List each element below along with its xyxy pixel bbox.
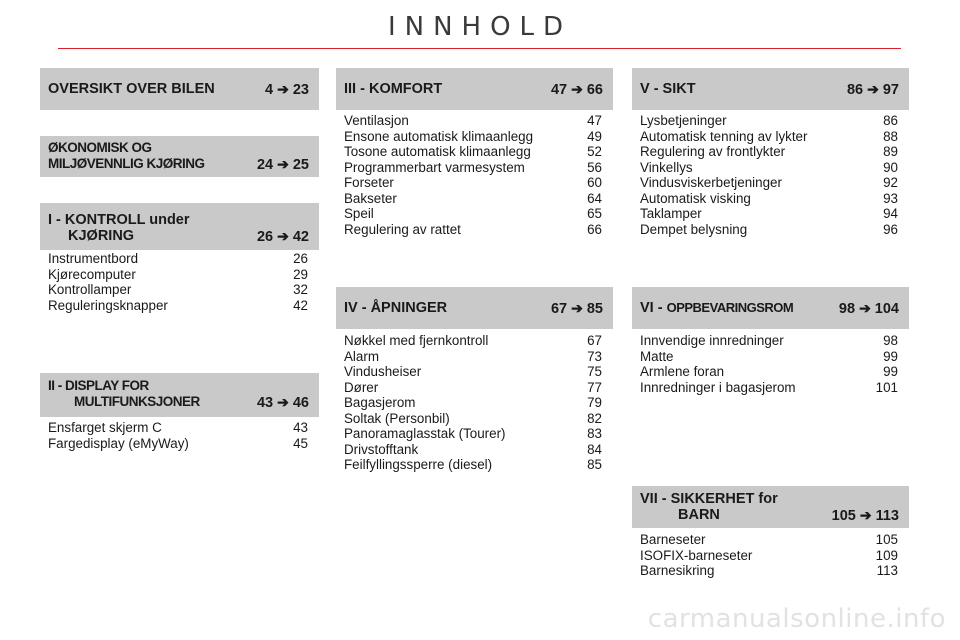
page-title: INNHOLD — [387, 12, 573, 42]
toc-entry[interactable] — [344, 364, 602, 380]
section-header-kontroll[interactable] — [40, 203, 319, 250]
toc-entry[interactable] — [48, 251, 308, 267]
page-from: 24 — [256, 157, 274, 173]
page-to: 66 — [586, 82, 603, 98]
section-items-sikt — [640, 113, 898, 237]
section-title-line2: MULTIFUNKSJONER — [74, 394, 200, 409]
section-items-komfort — [344, 113, 602, 237]
section-header-sikt[interactable] — [632, 68, 909, 110]
toc-entry[interactable] — [640, 206, 898, 222]
toc-entry[interactable] — [640, 349, 898, 365]
toc-entry-page: 73 — [587, 348, 602, 364]
toc-entry-page: 67 — [587, 333, 602, 348]
toc-entry[interactable] — [48, 267, 308, 283]
section-items-apninger — [344, 333, 602, 473]
section-page-range — [551, 300, 603, 317]
toc-entry[interactable] — [344, 349, 602, 365]
toc-entry-page: 83 — [587, 426, 602, 441]
toc-entry-label: Fargedisplay (eMyWay) — [48, 435, 189, 451]
toc-entry-label: Taklamper — [640, 206, 702, 221]
arrow-right-icon: ➔ — [277, 156, 289, 172]
toc-entry-label: Automatisk tenning av lykter — [640, 128, 808, 144]
toc-entry-page: 42 — [293, 297, 308, 313]
toc-entry-label: Automatisk visking — [640, 190, 751, 206]
toc-entry-label: Bakseter — [344, 190, 397, 206]
toc-entry[interactable] — [344, 175, 602, 191]
toc-entry-page: 43 — [293, 420, 308, 435]
toc-entry-label: Kjørecomputer — [48, 266, 136, 282]
page-from: 26 — [256, 229, 274, 245]
toc-entry[interactable] — [344, 113, 602, 129]
toc-entry-label: Matte — [640, 348, 674, 364]
section-title: V - SIKT — [640, 81, 696, 97]
toc-entry[interactable] — [640, 222, 898, 238]
toc-entry-page: 52 — [587, 144, 602, 159]
toc-entry[interactable] — [48, 298, 308, 314]
toc-entry-page: 85 — [587, 457, 602, 472]
toc-entry-page: 56 — [587, 159, 602, 175]
section-header-display[interactable] — [40, 373, 319, 417]
page-to: 104 — [874, 301, 899, 317]
arrow-right-icon: ➔ — [277, 81, 289, 97]
page-to: 25 — [292, 157, 309, 173]
toc-entry-label: Programmerbart varmesystem — [344, 159, 525, 175]
toc-entry-page: 93 — [883, 190, 898, 206]
toc-entry-label: Forseter — [344, 175, 394, 190]
toc-entry[interactable] — [48, 420, 308, 436]
arrow-right-icon: ➔ — [277, 394, 289, 410]
section-title: ØKONOMISK OG — [48, 140, 152, 155]
toc-entry[interactable] — [344, 206, 602, 222]
toc-entry-page: 26 — [293, 251, 308, 266]
arrow-right-icon: ➔ — [859, 507, 872, 523]
toc-entry-label: Barnesikring — [640, 563, 715, 578]
toc-entry[interactable] — [344, 222, 602, 238]
toc-entry-page: 86 — [883, 113, 898, 128]
section-header-oppbevaring[interactable] — [632, 287, 909, 329]
arrow-right-icon: ➔ — [859, 300, 871, 316]
toc-entry[interactable] — [344, 129, 602, 145]
section-title: III - KOMFORT — [344, 81, 443, 97]
section-page-range — [847, 81, 899, 98]
section-title-line2: MILJØVENNLIG KJØRING — [48, 156, 205, 171]
toc-entry[interactable] — [48, 282, 308, 298]
toc-entry-page: 96 — [883, 221, 898, 237]
toc-entry-page: 64 — [587, 190, 602, 206]
arrow-right-icon: ➔ — [867, 81, 879, 97]
toc-entry[interactable] — [640, 191, 898, 207]
toc-entry-label: Vinkellys — [640, 159, 693, 175]
toc-entry-label: Alarm — [344, 348, 379, 364]
toc-entry-label: Instrumentbord — [48, 251, 139, 266]
toc-entry-page: 109 — [875, 547, 898, 563]
toc-entry-label: Ensone automatisk klimaanlegg — [344, 128, 534, 144]
toc-entry[interactable] — [640, 160, 898, 176]
page-from: 98 — [838, 301, 856, 317]
section-header-sikkerhet[interactable] — [632, 486, 909, 528]
title-divider — [58, 48, 901, 49]
toc-entry-page: 98 — [883, 333, 898, 348]
toc-entry[interactable] — [344, 426, 602, 442]
toc-entry[interactable] — [640, 380, 898, 396]
watermark: carmanualsonline.info — [647, 604, 946, 634]
toc-entry-label: Ensfarget skjerm C — [48, 420, 162, 435]
page-from: 43 — [256, 395, 274, 411]
toc-entry-page: 77 — [587, 379, 602, 395]
toc-entry-page: 101 — [875, 379, 898, 395]
toc-entry-page: 92 — [883, 175, 898, 190]
toc-entry-label: Reguleringsknapper — [48, 297, 168, 313]
toc-entry[interactable] — [344, 411, 602, 427]
section-title: I - KONTROLL under — [48, 212, 190, 228]
section-items-kontroll — [48, 251, 308, 313]
toc-entry[interactable] — [344, 442, 602, 458]
toc-entry-page: 49 — [587, 128, 602, 144]
toc-entry-label: Regulering av rattet — [344, 221, 461, 237]
toc-entry-page: 65 — [587, 206, 602, 221]
page-to: 85 — [586, 301, 603, 317]
section-header-oversikt[interactable] — [40, 68, 319, 110]
section-title-prefix: VI - — [640, 300, 667, 316]
toc-entry[interactable] — [640, 364, 898, 380]
toc-entry-label: Speil — [344, 206, 374, 221]
toc-entry-label: Soltak (Personbil) — [344, 410, 450, 426]
toc-entry[interactable] — [640, 548, 898, 564]
toc-entry[interactable] — [640, 175, 898, 191]
section-page-range — [257, 228, 309, 245]
section-page-range — [839, 300, 899, 317]
toc-entry-label: Vindusheiser — [344, 364, 422, 379]
toc-entry-page: 29 — [293, 266, 308, 282]
toc-entry-page: 60 — [587, 175, 602, 190]
page-from: 86 — [846, 82, 864, 98]
section-page-range — [265, 81, 309, 98]
toc-entry-label: Dører — [344, 379, 379, 395]
toc-entry-label: Dempet belysning — [640, 221, 748, 237]
toc-entry-page: 94 — [883, 206, 898, 221]
toc-entry-label: Bagasjerom — [344, 395, 416, 410]
section-items-oppbevaring — [640, 333, 898, 395]
section-header-komfort[interactable] — [336, 68, 613, 110]
page-to: 23 — [292, 82, 309, 98]
arrow-right-icon: ➔ — [571, 81, 583, 97]
toc-entry-label: Drivstofftank — [344, 441, 419, 457]
toc-entry[interactable] — [640, 129, 898, 145]
toc-entry[interactable] — [344, 144, 602, 160]
toc-entry-page: 66 — [587, 221, 602, 237]
section-page-range — [551, 81, 603, 98]
toc-entry-page: 113 — [876, 563, 898, 578]
toc-entry-page: 99 — [883, 364, 898, 379]
toc-entry-page: 75 — [587, 364, 602, 379]
page-to: 113 — [875, 508, 899, 524]
toc-entry-label: Kontrollamper — [48, 282, 132, 297]
section-title-main: OPPBEVARINGSROM — [666, 300, 794, 315]
toc-entry-page: 99 — [883, 348, 898, 364]
page-to: 42 — [292, 229, 309, 245]
toc-entry-page: 105 — [875, 532, 898, 547]
page-to: 97 — [882, 82, 899, 98]
section-title-line2: BARN — [678, 507, 720, 523]
toc-entry-label: Innvendige innredninger — [640, 333, 784, 348]
toc-entry-label: Regulering av frontlykter — [640, 144, 786, 159]
section-page-range — [257, 394, 309, 411]
toc-entry[interactable] — [640, 563, 898, 579]
section-header-apninger[interactable] — [336, 287, 613, 329]
toc-entry[interactable] — [344, 395, 602, 411]
toc-entry-page: 45 — [293, 435, 308, 451]
toc-entry-page: 32 — [293, 282, 308, 297]
toc-entry[interactable] — [344, 380, 602, 396]
toc-entry-page: 79 — [587, 395, 602, 410]
section-page-range — [257, 156, 309, 173]
section-items-sikkerhet — [640, 532, 898, 579]
section-header-okonomisk[interactable] — [40, 136, 319, 177]
toc-entry-label: ISOFIX-barneseter — [640, 547, 753, 563]
toc-entry-page: 82 — [587, 410, 602, 426]
section-title: II - DISPLAY FOR — [48, 378, 149, 393]
section-title — [640, 300, 793, 316]
page-from: 67 — [550, 301, 568, 317]
toc-entry[interactable] — [344, 191, 602, 207]
toc-entry[interactable] — [640, 144, 898, 160]
toc-entry-label: Ventilasjon — [344, 113, 409, 128]
toc-entry-page: 47 — [587, 113, 602, 128]
toc-entry[interactable] — [640, 113, 898, 129]
page-from: 105 — [831, 508, 856, 524]
toc-entry-label: Innredninger i bagasjerom — [640, 379, 796, 395]
toc-entry[interactable] — [344, 160, 602, 176]
toc-entry[interactable] — [344, 457, 602, 473]
toc-entry-label: Armlene foran — [640, 364, 725, 379]
section-title: IV - ÅPNINGER — [344, 300, 448, 316]
toc-entry-page: 88 — [883, 128, 898, 144]
toc-entry[interactable] — [640, 333, 898, 349]
toc-entry-page: 84 — [587, 441, 602, 457]
page-from: 4 — [265, 82, 274, 98]
toc-entry-page: 90 — [883, 159, 898, 175]
section-title: OVERSIKT OVER BILEN — [48, 81, 215, 97]
toc-entry-label: Vindusviskerbetjeninger — [640, 175, 782, 190]
toc-entry-label: Nøkkel med fjernkontroll — [344, 333, 489, 348]
section-items-display — [48, 420, 308, 451]
toc-entry-label: Barneseter — [640, 532, 706, 547]
toc-entry-label: Lysbetjeninger — [640, 113, 727, 128]
arrow-right-icon: ➔ — [571, 300, 583, 316]
arrow-right-icon: ➔ — [277, 228, 289, 244]
section-title: VII - SIKKERHET for — [640, 491, 778, 507]
toc-entry-label: Tosone automatisk klimaanlegg — [344, 144, 531, 159]
page-from: 47 — [550, 82, 568, 98]
toc-entry-page: 89 — [883, 144, 898, 159]
toc-entry-label: Feilfyllingssperre (diesel) — [344, 457, 493, 472]
toc-entry-label: Panoramaglasstak (Tourer) — [344, 426, 506, 441]
toc-entry[interactable] — [48, 436, 308, 452]
toc-entry[interactable] — [344, 333, 602, 349]
page-to: 46 — [292, 395, 309, 411]
toc-entry[interactable] — [640, 532, 898, 548]
section-page-range — [832, 507, 899, 524]
section-title-line2: KJØRING — [68, 228, 135, 244]
